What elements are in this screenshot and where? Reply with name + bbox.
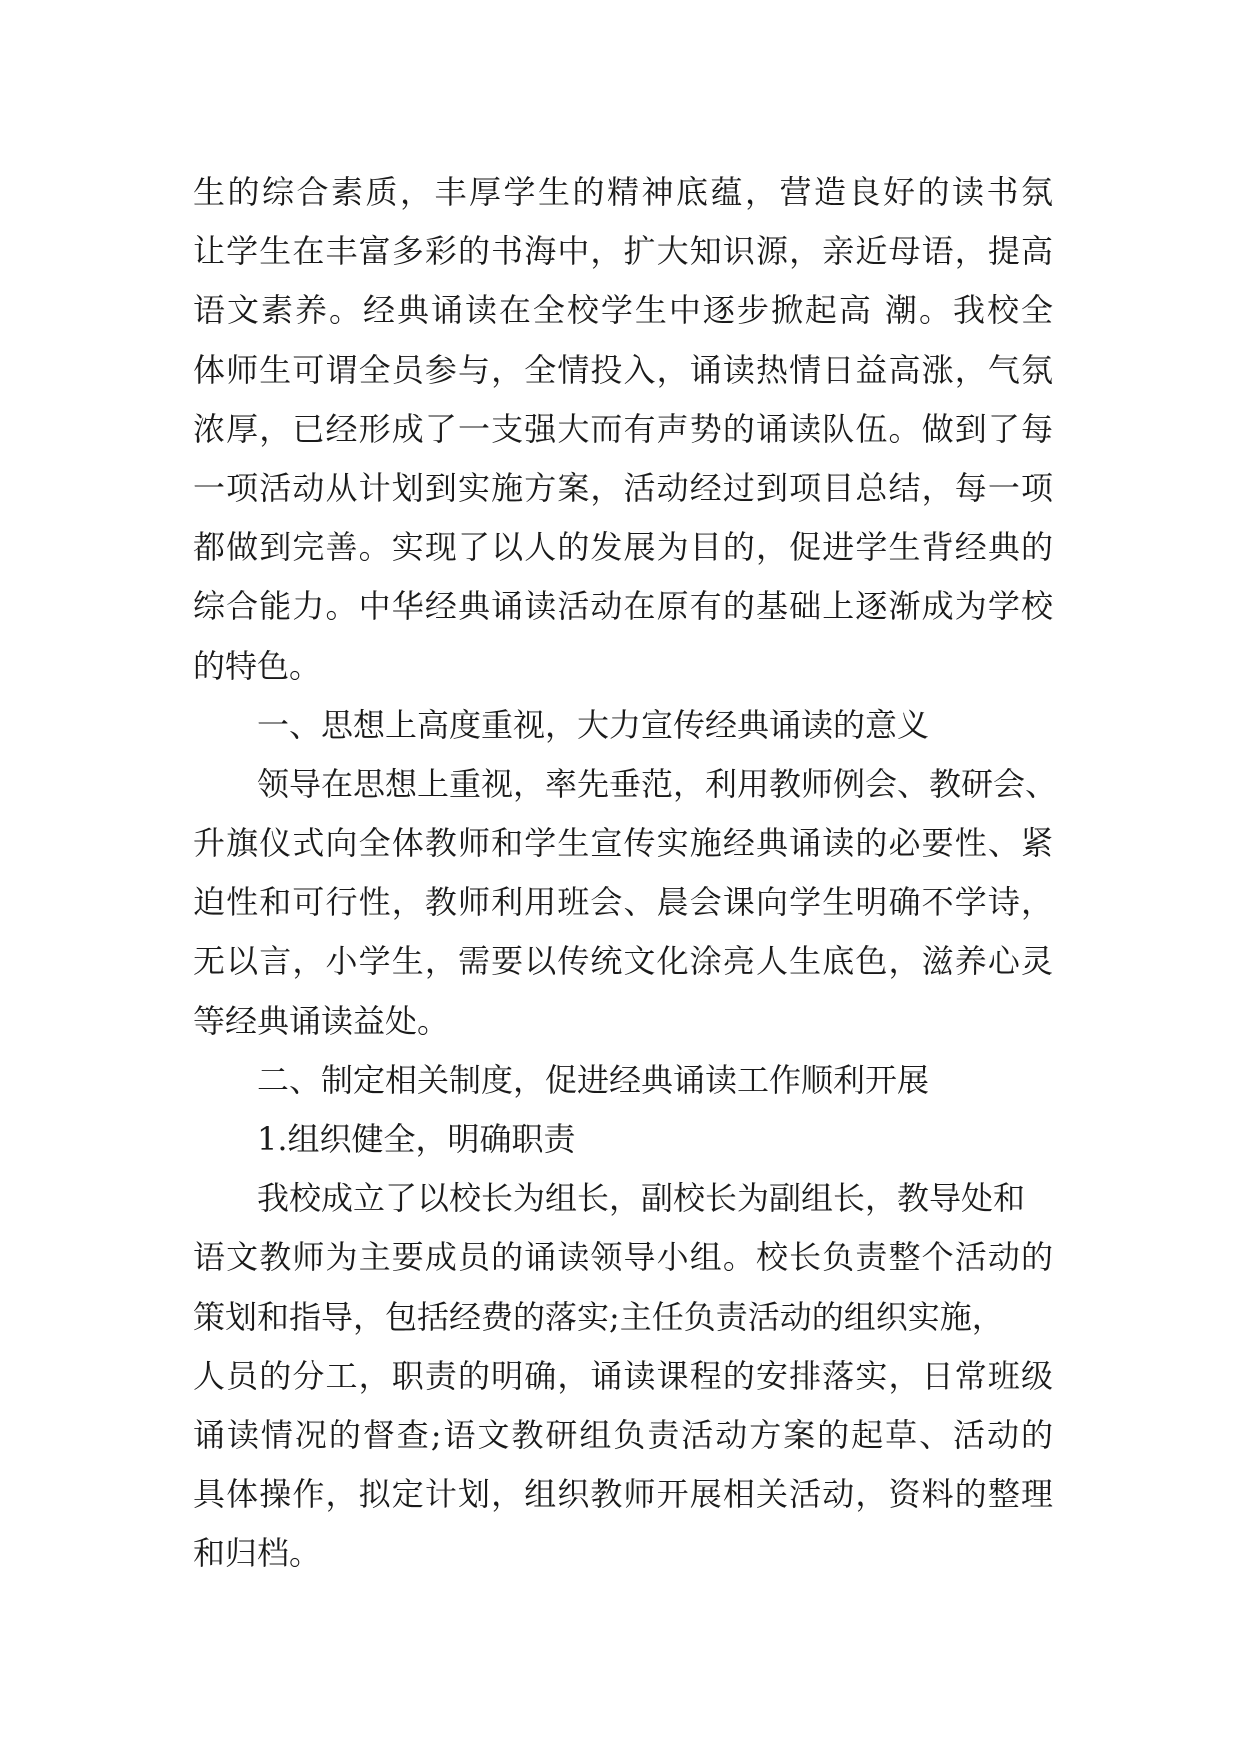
text-line: 人员的分工，职责的明确，诵读课程的安排落实，日常班级 [193, 1356, 1053, 1395]
text-line: 升旗仪式向全体教师和学生宣传实施经典诵读的必要性、紧 [193, 824, 1053, 863]
text-line: 一项活动从计划到实施方案，活动经过到项目总结，每一项 [193, 468, 1053, 507]
text-line: 和归档。 [193, 1534, 322, 1573]
text-line: 具体操作，拟定计划，组织教师开展相关活动，资料的整理 [193, 1475, 1053, 1514]
text-line: 综合能力。中华经典诵读活动在原有的基础上逐渐成为学校 [193, 587, 1053, 626]
text-line: 语文教师为主要成员的诵读领导小组。校长负责整个活动的 [193, 1238, 1053, 1277]
text-line: 无以言，小学生，需要以传统文化涂亮人生底色，滋养心灵 [193, 942, 1053, 981]
body-text [193, 163, 1058, 1584]
text-line: 浓厚，已经形成了一支强大而有声势的诵读队伍。做到了每 [193, 409, 1053, 448]
text-line: 生的综合素质，丰厚学生的精神底蕴，营造良好的读书氛 [193, 173, 1053, 211]
text-line: 领导在思想上重视，率先垂范，利用教师例会、教研会、 [257, 764, 1058, 803]
text-line: 我校成立了以校长为组长，副校长为副组长，教导处和 [257, 1179, 1026, 1218]
text-line: 诵读情况的督查;语文教研组负责活动方案的起草、活动的 [193, 1415, 1053, 1454]
text-line: 体师生可谓全员参与，全情投入，诵读热情日益高涨，气氛 [193, 350, 1053, 389]
text-line: 策划和指导，包括经费的落实;主任负责活动的组织实施， [193, 1297, 1004, 1336]
text-line: 都做到完善。实现了以人的发展为目的，促进学生背经典的 [193, 528, 1053, 567]
text-line: 等经典诵读益处。 [193, 1001, 450, 1040]
text-line: 语文素养。经典诵读在全校学生中逐步掀起高 潮。我校全 [193, 291, 1053, 330]
section-heading: 二、制定相关制度，促进经典诵读工作顺利开展 [257, 1060, 930, 1099]
section-heading: 一、思想上高度重视，大力宣传经典诵读的意义 [257, 705, 930, 744]
text-line: 的特色。 [193, 646, 322, 685]
subsection-heading: 1.组织健全，明确职责 [257, 1120, 576, 1158]
text-line: 迫性和可行性，教师利用班会、晨会课向学生明确不学诗， [193, 883, 1053, 922]
text-line: 让学生在丰富多彩的书海中，扩大知识源，亲近母语，提高 [193, 232, 1053, 271]
